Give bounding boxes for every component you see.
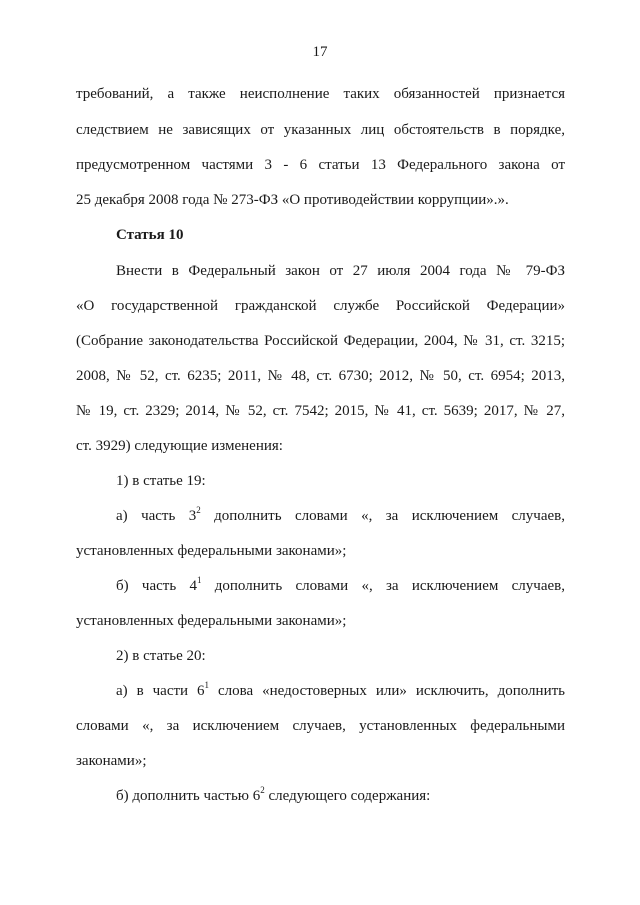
text-line: требований, а также неисполнение таких обязанностей признается bbox=[76, 86, 565, 102]
superscript: 1 bbox=[196, 575, 202, 585]
text-line: законами»; bbox=[76, 753, 147, 769]
article-heading: Статья 10 bbox=[116, 227, 184, 243]
text-line: установленных федеральными законами»; bbox=[76, 543, 347, 559]
line-start: б) часть 4 bbox=[116, 578, 197, 594]
text-line: (Собрание законодательства Российской Федерации, 2004, № 31, ст. 3215; bbox=[76, 333, 565, 349]
text-line: следствием не зависящих от указанных лиц обстоятельств в порядке, bbox=[76, 122, 565, 138]
text-line: предусмотренном частями 3 - 6 статьи 13 Федерального закона от bbox=[76, 157, 565, 173]
text-line: № 19, ст. 2329; 2014, № 52, ст. 7542; 2015, № 41, ст. 5639; 2017, № 27, bbox=[76, 403, 565, 419]
list-item: 2) в статье 20: bbox=[116, 648, 206, 664]
text-line: ст. 3929) следующие изменения: bbox=[76, 438, 283, 454]
line-start: а) в части 6 bbox=[116, 683, 205, 699]
line-end: дополнить словами «, за исключением случаев, bbox=[200, 508, 565, 524]
sub-item-line bbox=[116, 681, 565, 701]
sub-item-line bbox=[116, 786, 565, 806]
text-line: Внести в Федеральный закон от 27 июля 2004 года № 79-ФЗ bbox=[116, 263, 565, 279]
text-line: словами «, за исключением случаев, установленных федеральными bbox=[76, 718, 565, 734]
line-end: дополнить словами «, за исключением случаев, bbox=[201, 578, 565, 594]
text-line: «О государственной гражданской службе Российской Федерации» bbox=[76, 298, 565, 314]
line-end: слова «недостоверных или» исключить, дополнить bbox=[209, 683, 565, 699]
line-start: а) часть 3 bbox=[116, 508, 197, 524]
page-number: 17 bbox=[312, 44, 328, 60]
text-line: 25 декабря 2008 года № 273-ФЗ «О противодействии коррупции».». bbox=[76, 192, 509, 208]
list-item: 1) в статье 19: bbox=[116, 473, 206, 489]
superscript: 1 bbox=[204, 680, 210, 690]
text-line: установленных федеральными законами»; bbox=[76, 613, 347, 629]
superscript: 2 bbox=[260, 785, 265, 795]
superscript: 2 bbox=[196, 505, 201, 515]
text-line: 2008, № 52, ст. 6235; 2011, № 48, ст. 6730; 2012, № 50, ст. 6954; 2013, bbox=[76, 368, 565, 384]
sub-item-line bbox=[116, 576, 565, 596]
line-end: следующего содержания: bbox=[264, 788, 431, 804]
sub-item-line bbox=[116, 506, 565, 526]
line-start: б) дополнить частью 6 bbox=[116, 788, 261, 804]
